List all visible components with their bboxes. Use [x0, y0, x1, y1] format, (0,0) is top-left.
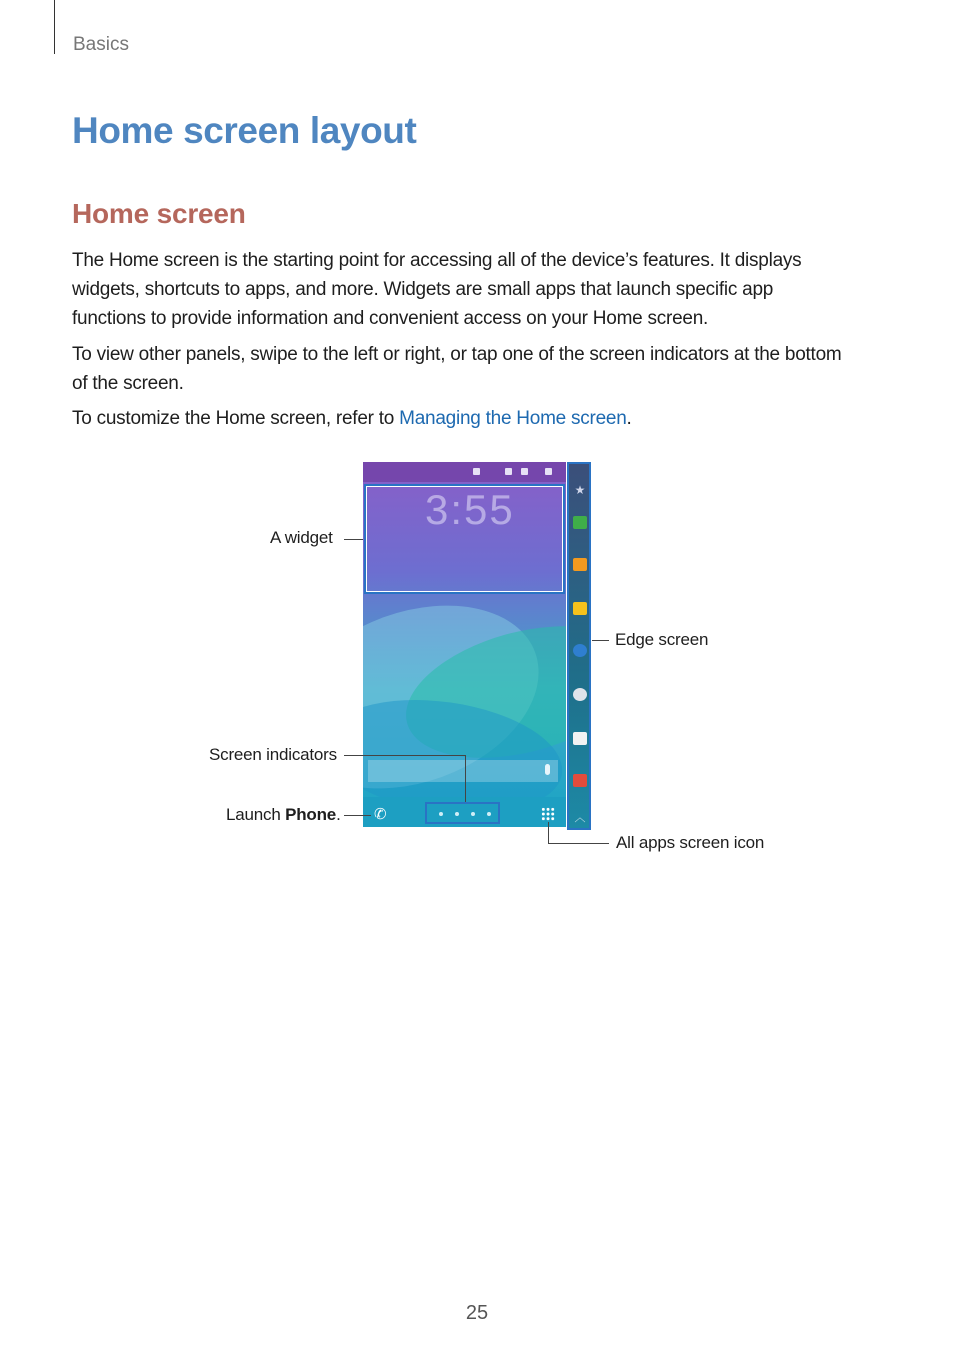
- section-label: Basics: [73, 34, 129, 55]
- callout-edge-screen: Edge screen: [615, 630, 709, 649]
- widget-highlight-box: [364, 484, 565, 594]
- managing-home-screen-link[interactable]: Managing the Home screen: [399, 408, 627, 429]
- status-icon: [473, 468, 480, 475]
- paragraph-panels: To view other panels, swipe to the left or right, or tap one of the screen indicators at the bottom of the screen.: [72, 344, 842, 394]
- phone-app-icon[interactable]: [573, 516, 587, 529]
- page-number: 25: [465, 1302, 489, 1324]
- callout-launch-suffix: .: [336, 805, 341, 824]
- mic-icon: [545, 764, 550, 775]
- section-heading: Home screen: [72, 198, 246, 229]
- status-icon: [505, 468, 512, 475]
- callout-indicators-line: [344, 755, 465, 756]
- callout-launch-phone: [226, 805, 341, 825]
- callout-indicators-line-vertical: [465, 755, 466, 803]
- email-icon[interactable]: [573, 602, 587, 615]
- clock-widget-graphic: 3:55: [425, 486, 515, 533]
- paragraph-customize-suffix: .: [626, 408, 632, 429]
- callout-launch-app: Phone: [285, 805, 337, 824]
- callout-screen-indicators: Screen indicators: [209, 745, 337, 764]
- paragraph-customize: [72, 404, 842, 433]
- paragraph-customize-prefix: To customize the Home screen, refer to: [72, 408, 400, 429]
- internet-icon[interactable]: [573, 644, 587, 657]
- callout-widget: A widget: [270, 528, 333, 547]
- callout-widget-line: [344, 539, 363, 540]
- callout-launch-line: [344, 815, 371, 816]
- paragraph-intro: The Home screen is the starting point for accessing all of the device’s features. It displays widgets, shortcuts to apps, and more. Widgets are small apps that launch specific app functions to provide information and convenient access on your Home screen.: [72, 250, 802, 329]
- page-title: Home screen layout: [72, 110, 417, 151]
- contacts-icon[interactable]: [573, 558, 587, 571]
- camera-icon[interactable]: [573, 688, 587, 701]
- callout-launch-prefix: Launch: [226, 805, 286, 824]
- screen-indicators-highlight: [425, 802, 500, 824]
- callout-all-apps: All apps screen icon: [616, 833, 765, 852]
- callout-all-apps-line: [548, 843, 609, 844]
- margin-rule: [54, 0, 55, 54]
- status-icon: [521, 468, 528, 475]
- apps-grid-icon[interactable]: [541, 807, 555, 821]
- phone-icon[interactable]: ✆: [374, 806, 387, 823]
- status-icon: [545, 468, 552, 475]
- edge-screen-panel: [567, 462, 591, 830]
- play-store-icon[interactable]: [573, 732, 587, 745]
- apps-folder-icon[interactable]: [573, 774, 587, 787]
- status-bar: [363, 462, 566, 482]
- callout-all-apps-line-vertical: [548, 822, 549, 844]
- callout-edge-line: [592, 640, 609, 641]
- star-icon[interactable]: ★: [574, 483, 586, 497]
- chevron-up-icon[interactable]: ︿: [574, 812, 586, 824]
- search-bar-graphic: [368, 760, 558, 782]
